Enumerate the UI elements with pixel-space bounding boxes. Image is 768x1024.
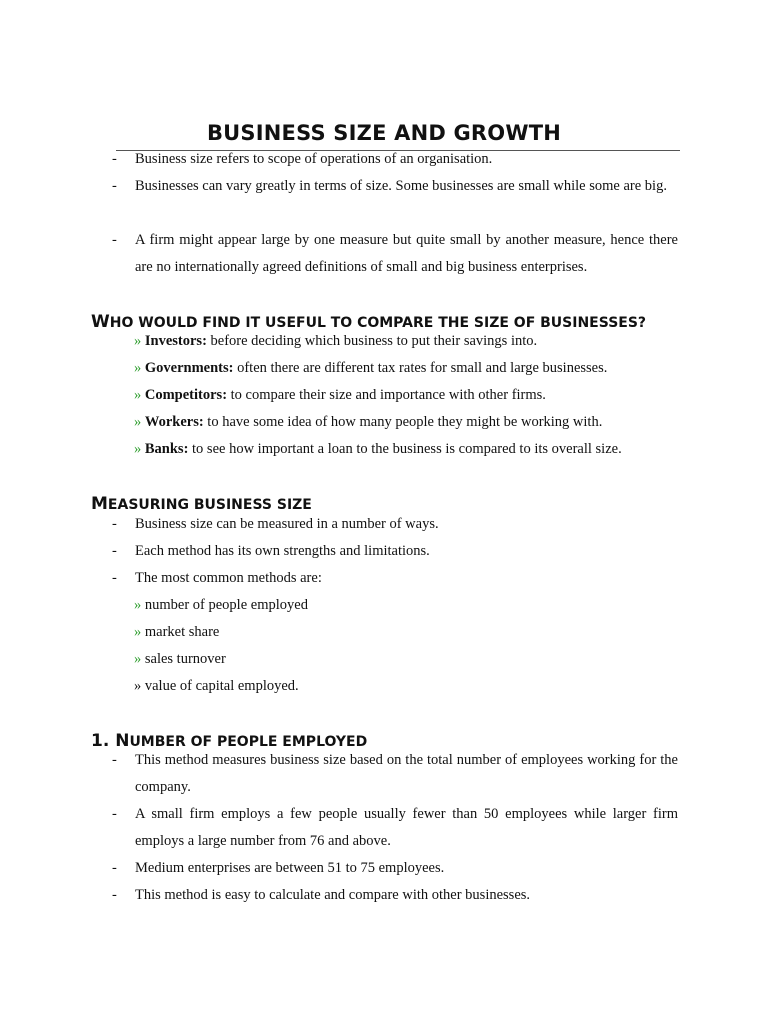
list-item-text: Business size can be measured in a number of ways. <box>135 516 439 532</box>
list-item-text: The most common methods are: <box>135 570 322 586</box>
dash-marker: - <box>112 516 117 532</box>
dash-marker: - <box>112 232 117 248</box>
chevron-icon: » <box>134 678 142 694</box>
method-text: sales turnover <box>144 651 226 667</box>
list-item-text: This method is easy to calculate and compare with other businesses. <box>135 887 531 903</box>
list-item-term: Banks: <box>144 441 189 457</box>
list-item-text: before deciding which business to put their savings into. <box>210 333 538 349</box>
list-item-text: to have some idea of how many people they might be working with. <box>207 414 603 430</box>
dash-marker: - <box>112 570 117 586</box>
list-item <box>134 409 602 436</box>
chevron-icon: » <box>134 414 142 430</box>
list-item-text: to compare their size and importance with other firms. <box>230 387 546 403</box>
list-item-term: Investors: <box>144 333 207 349</box>
method-text: number of people employed <box>144 597 308 613</box>
dash-marker: - <box>112 887 117 903</box>
chevron-icon: » <box>134 387 142 403</box>
heading-initial: 1. N <box>91 731 130 751</box>
list-item-text: A small firm employs a few people usually fewer than 50 employees while larger firm employs a large number from 76 and above. <box>135 806 678 849</box>
method-item <box>134 619 219 646</box>
list-item-text: Medium enterprises are between 51 to 75 employees. <box>135 860 445 876</box>
chevron-icon: » <box>134 651 142 667</box>
chevron-icon: » <box>134 441 142 457</box>
list-item <box>134 355 607 382</box>
intro-text: A firm might appear large by one measure but quite small by another measure, hence there are no internationally agreed definitions of small and big business enterprises. <box>135 232 678 275</box>
method-text: value of capital employed. <box>144 678 299 694</box>
method-text: market share <box>144 624 220 640</box>
heading-initial: W <box>91 312 110 332</box>
chevron-icon: » <box>134 333 142 349</box>
list-item-term: Governments: <box>144 360 234 376</box>
list-item-text: to see how important a loan to the business is compared to its overall size. <box>192 441 622 457</box>
heading-text: HO WOULD FIND IT USEFUL TO COMPARE THE SIZE OF BUSINESSES? <box>109 315 647 331</box>
chevron-icon: » <box>134 360 142 376</box>
list-item <box>134 328 537 355</box>
list-item-text: often there are different tax rates for small and large businesses. <box>237 360 608 376</box>
dash-marker: - <box>112 806 117 822</box>
dash-marker: - <box>112 752 117 768</box>
chevron-icon: » <box>134 597 142 613</box>
dash-marker: - <box>112 151 117 167</box>
method-item <box>134 673 299 700</box>
list-item-term: Competitors: <box>144 387 228 403</box>
dash-marker: - <box>112 178 117 194</box>
dash-marker: - <box>112 860 117 876</box>
heading-text: EASURING BUSINESS SIZE <box>107 497 312 513</box>
dash-marker: - <box>112 543 117 559</box>
heading-text: UMBER OF PEOPLE EMPLOYED <box>129 734 368 750</box>
list-item-term: Workers: <box>144 414 204 430</box>
list-item <box>134 382 546 409</box>
heading-initial: M <box>91 494 108 514</box>
page-title: BUSINESS SIZE AND GROWTH <box>206 121 562 145</box>
chevron-icon: » <box>134 624 142 640</box>
list-item-text: Each method has its own strengths and limitations. <box>135 543 430 559</box>
method-item <box>134 646 226 673</box>
intro-text: Businesses can vary greatly in terms of size. Some businesses are small while some are big. <box>135 178 667 194</box>
intro-text: Business size refers to scope of operations of an organisation. <box>135 151 493 167</box>
list-item-text: This method measures business size based on the total number of employees working for the company. <box>135 752 678 795</box>
list-item <box>134 436 622 463</box>
method-item <box>134 592 308 619</box>
